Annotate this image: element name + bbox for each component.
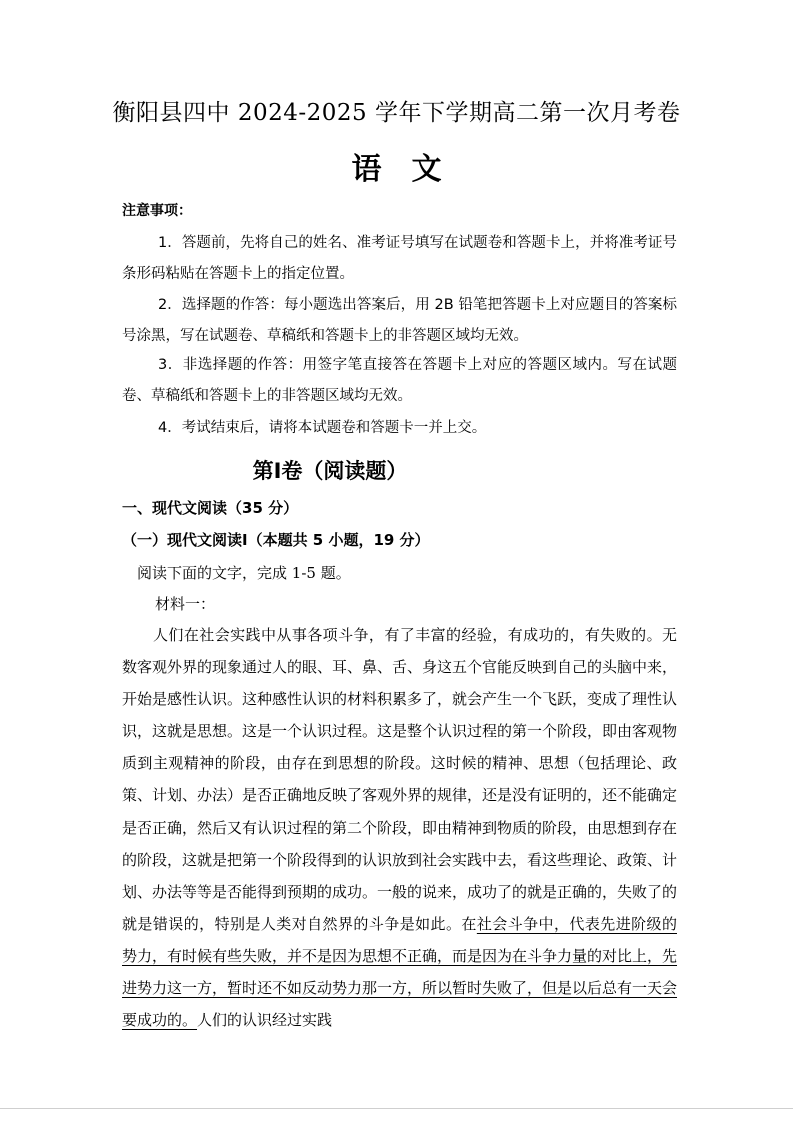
reading-instruction: 阅读下面的文字，完成 1-5 题。	[137, 564, 351, 582]
notice-item-3: 3．非选择题的作答：用签字笔直接答在答题卡上对应的答题区域内。写在试题卷、草稿纸和答题卡上的非答题区域均无效。	[122, 357, 677, 404]
passage-text-before: 人们在社会实践中从事各项斗争，有了丰富的经验，有成功的，有失败的。无数客观外界的现象通过人的眼、耳、鼻、舌、身这五个官能反映到自己的头脑中来，开始是感性认识。这种感性认识的材料积累多了，就会产生一个飞跃，变成了理性认识，这就是思想。这是一个认识过程。这是整个认识过程的第一个阶段，即由客观物质到主观精神的阶段，由存在到思想的阶段。这时候的精神、思想（包括理论、政策、计划、办法）是否正确地反映了客观外界的规律，还是没有证明的，还不能确定是否正确，然后又有认识过程的第二个阶段，即由精神到物质的阶段，由思想到存在的阶段，这就是把第一个阶段得到的认识放到社会实践中去，看这些理论、政策、计划、办法等等是否能得到预期的成功。一般的说来，成功了的就是正确的，失败了的就是错误的，特别是人类对自然界的斗争是如此。在	[122, 626, 678, 933]
subject-title: 语 文	[351, 152, 442, 187]
passage-text-after: 人们的认识经过实践	[197, 1011, 333, 1030]
section-heading: 一、现代文阅读（35 分）	[122, 499, 299, 517]
page-bottom-divider	[0, 1108, 793, 1109]
passage-text	[122, 619, 677, 1036]
subsection-heading: （一）现代文阅读Ⅰ（本题共 5 小题，19 分）	[122, 531, 430, 549]
notice-item-4: 4．考试结束后，请将本试题卷和答题卡一并上交。	[158, 420, 487, 436]
notice-item-2: 2．选择题的作答：每小题选出答案后，用 2B 铅笔把答题卡上对应题目的答案标号涂黑，写在试题卷、草稿纸和答题卡上的非答题区域均无效。	[122, 297, 677, 344]
material-label: 材料一：	[155, 595, 216, 613]
notice-item-1: 1．答题前，先将自己的姓名、准考证号填写在试题卷和答题卡上，并将准考证号条形码粘贴在答题卡上的指定位置。	[122, 235, 677, 282]
passage-underlined-text: 社会斗争中，代表先进阶级的势力，有时候有些失败，并不是因为思想不正确，而是因为在斗争力量的对比上，先进势力这一方，暂时还不如反动势力那一方，所以暂时失败了，但是以后总有一天会要成功的。	[122, 914, 678, 1030]
notice-heading: 注意事项：	[122, 203, 192, 219]
exam-title: 衡阳县四中 2024-2025 学年下学期高二第一次月考卷	[112, 100, 681, 126]
part-title: 第Ⅰ卷（阅读题）	[252, 459, 408, 483]
